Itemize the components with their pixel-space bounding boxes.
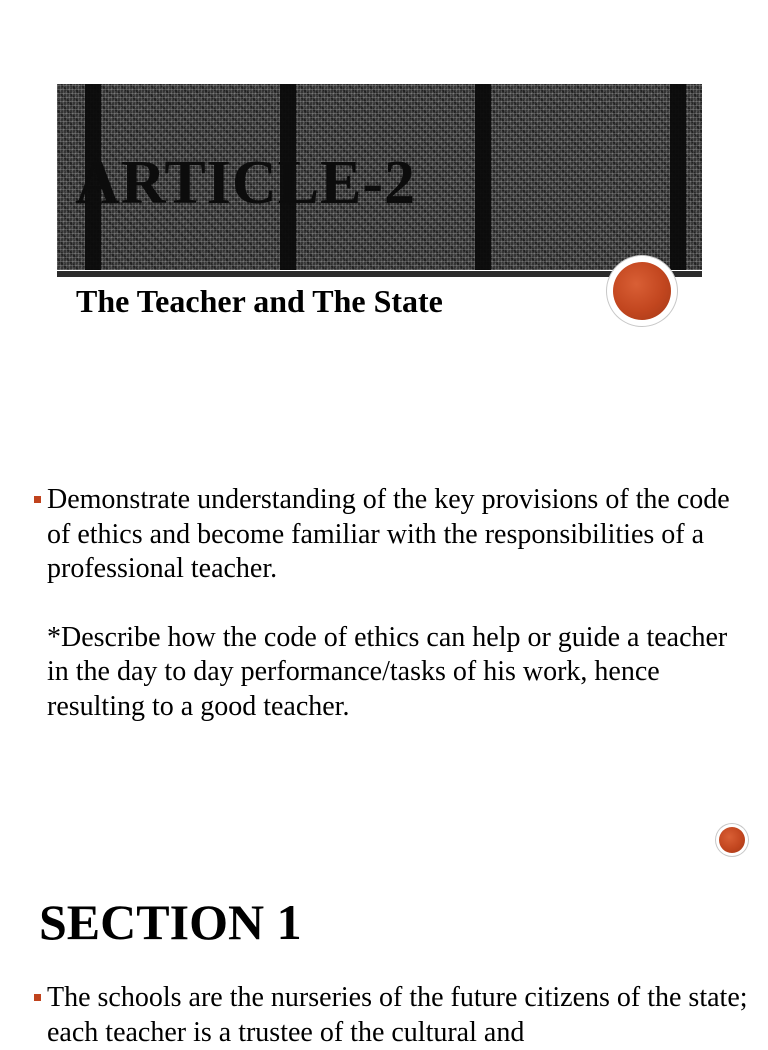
- accent-dot: [613, 262, 671, 320]
- square-bullet-icon: [34, 994, 41, 1001]
- accent-circle-icon: [607, 256, 677, 326]
- slide-subtitle: The Teacher and The State: [76, 283, 443, 319]
- section-heading: SECTION 1: [39, 894, 302, 950]
- section-paragraph: The schools are the nurseries of the future citizens of the state; each teacher is a trustee of the cultural and: [47, 982, 748, 1048]
- square-bullet-icon: [34, 496, 41, 503]
- banner-underline: [57, 270, 702, 277]
- objective-paragraph-2: *Describe how the code of ethics can help or guide a teacher in the day to day performance/tasks of his work, hence resulting to a good teacher.: [47, 621, 728, 722]
- title-banner: [57, 84, 702, 270]
- objective-list: [34, 483, 734, 724]
- slide-title: ARTICLE-2: [75, 149, 416, 217]
- list-item: [34, 483, 734, 724]
- section-list: [34, 981, 754, 1050]
- accent-dot-small: [719, 827, 745, 853]
- objective-paragraph-1: Demonstrate understanding of the key provisions of the code of ethics and become familiar with the responsibilities of a professional teacher.: [47, 484, 730, 584]
- accent-circle-small-icon: [716, 824, 748, 856]
- list-item: [34, 981, 754, 1050]
